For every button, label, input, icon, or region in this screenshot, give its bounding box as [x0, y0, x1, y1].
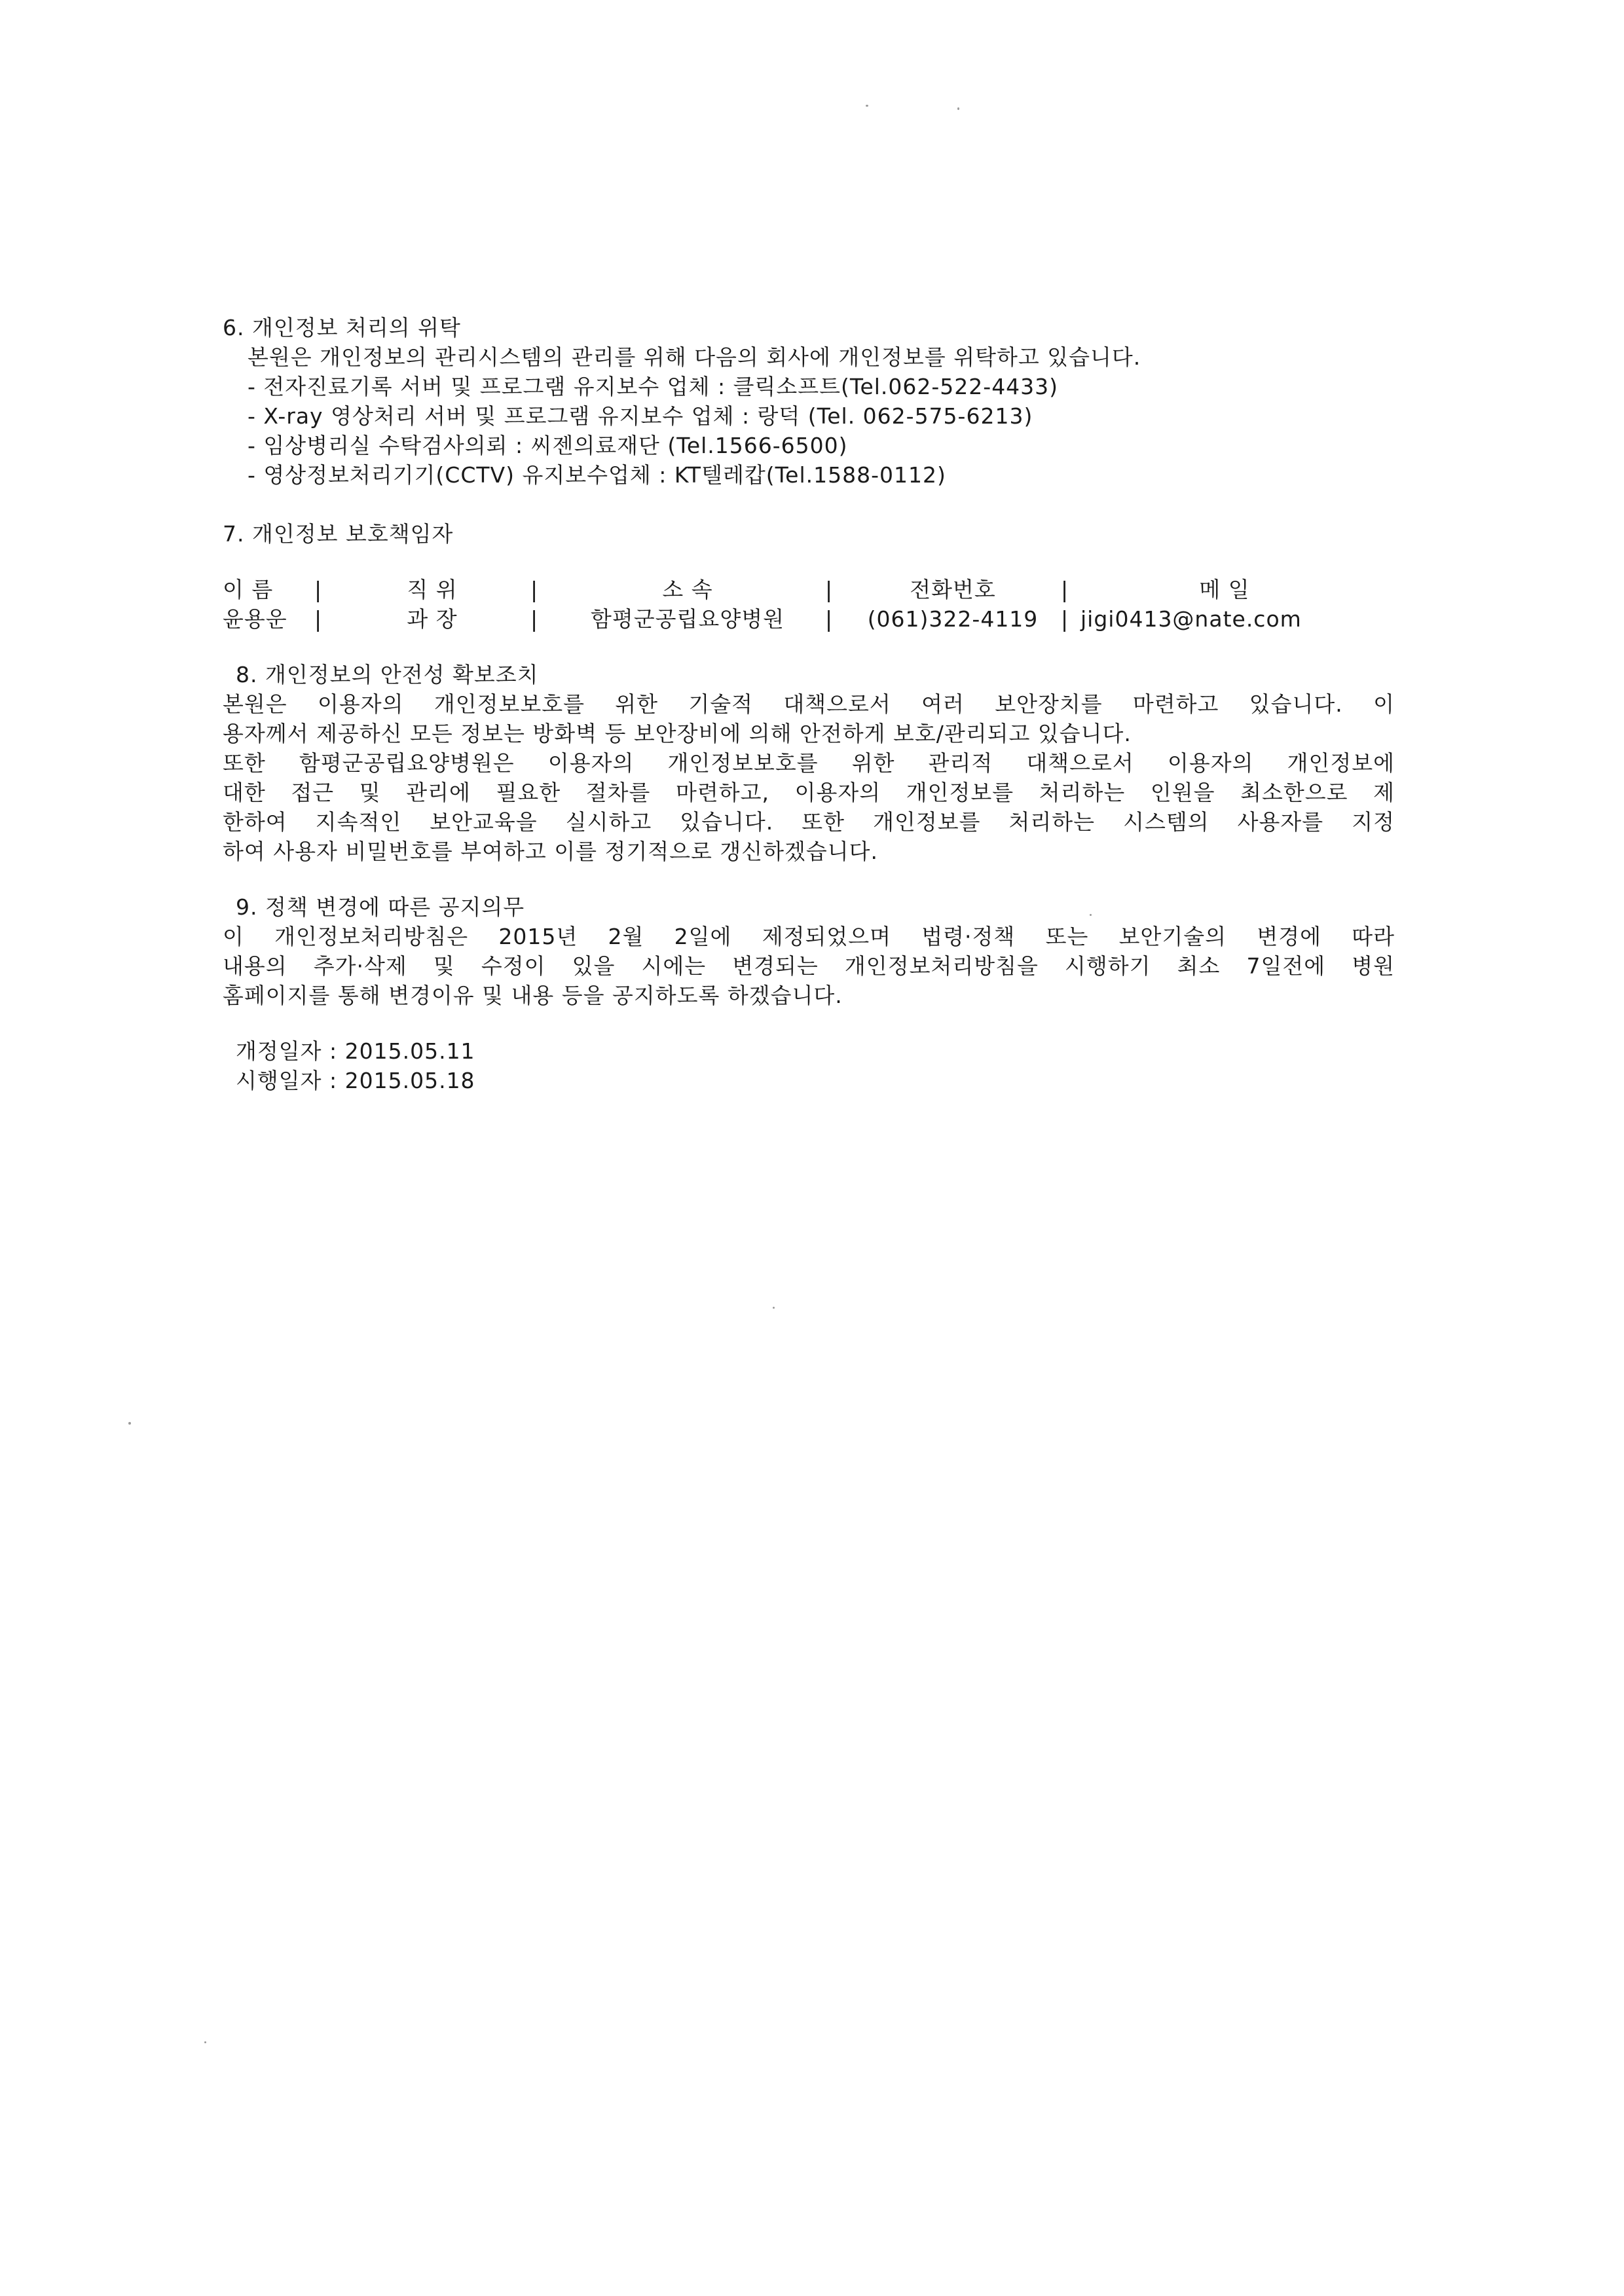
section-heading: 9. 정책 변경에 따른 공지의무: [236, 894, 525, 920]
table-header-phone: 전화번호: [910, 577, 996, 602]
table-header-email: 메 일: [1199, 577, 1250, 602]
paragraph-line: 용자께서 제공하신 모든 정보는 방화벽 등 보안장비에 의해 안전하게 보호/관리되고 있습니다.: [223, 721, 1132, 746]
table-header-affiliation: 소 속: [662, 577, 713, 602]
paragraph-line: 또한 함평군공립요양병원은 이용자의 개인정보보호를 위한 관리적 대책으로서 이용자의 개인정보에: [223, 750, 1395, 776]
table-cell-phone: (061)322-4119: [867, 606, 1039, 632]
scan-speck: [866, 105, 868, 107]
table-separator: |: [825, 606, 834, 632]
paragraph-line: 홈페이지를 통해 변경이유 및 내용 등을 공지하도록 하겠습니다.: [223, 983, 843, 1008]
spacer: [223, 490, 1395, 519]
table-header-name: 이 름: [223, 577, 274, 602]
list-item: - 영상정보처리기기(CCTV) 유지보수업체 : KT텔레캅(Tel.1588-0112): [248, 462, 946, 488]
spacer: [223, 1010, 1395, 1036]
document-dates: [223, 1036, 1395, 1095]
spacer: [223, 866, 1395, 892]
section-heading: 6. 개인정보 처리의 위탁: [223, 315, 461, 340]
table-separator: |: [530, 577, 539, 602]
section-heading: 8. 개인정보의 안전성 확보조치: [236, 662, 539, 687]
scan-speck: [773, 1307, 775, 1309]
scan-speck: [128, 1422, 131, 1425]
table-cell-email: jigi0413@nate.com: [1080, 606, 1302, 632]
section-intro: 본원은 개인정보의 관리시스템의 관리를 위해 다음의 회사에 개인정보를 위탁하고 있습니다.: [248, 344, 1141, 370]
table-separator: |: [314, 577, 323, 602]
effective-date: 시행일자 : 2015.05.18: [236, 1068, 475, 1093]
paragraph-line: 본원은 이용자의 개인정보보호를 위한 기술적 대책으로서 여러 보안장치를 마련하고 있습니다. 이: [223, 691, 1395, 717]
scan-speck: [204, 2041, 206, 2043]
section-privacy-officer: [223, 519, 1395, 634]
revision-date: 개정일자 : 2015.05.11: [236, 1038, 475, 1064]
scan-speck: [957, 107, 959, 110]
list-item: - 전자진료기록 서버 및 프로그램 유지보수 업체 : 클릭소프트(Tel.062-522-4433): [248, 374, 1059, 399]
table-separator: |: [825, 577, 834, 602]
table-cell-affiliation: 함평군공립요양병원: [591, 606, 784, 632]
list-item: - X-ray 영상처리 서버 및 프로그램 유지보수 업체 : 랑덕 (Tel. 062-575-6213): [248, 403, 1033, 429]
table-cell-position: 과 장: [407, 606, 458, 632]
section-policy-changes: [223, 892, 1395, 1010]
paragraph-line: 대한 접근 및 관리에 필요한 절차를 마련하고, 이용자의 개인정보를 처리하는 인원을 최소한으로 제: [223, 780, 1395, 805]
section-security-measures: [223, 660, 1395, 866]
paragraph-line: 이 개인정보처리방침은 2015년 2월 2일에 제정되었으며 법령·정책 또는 보안기술의 변경에 따라: [223, 924, 1395, 949]
table-separator: |: [314, 606, 323, 632]
table-separator: |: [530, 606, 539, 632]
spacer: [223, 634, 1395, 660]
table-header-position: 직 위: [407, 577, 458, 602]
paragraph-line: 내용의 추가·삭제 및 수정이 있을 시에는 변경되는 개인정보처리방침을 시행하기 최소 7일전에 병원: [223, 953, 1395, 979]
paragraph-line: 한하여 지속적인 보안교육을 실시하고 있습니다. 또한 개인정보를 처리하는 시스템의 사용자를 지정: [223, 809, 1395, 835]
table-separator: |: [1061, 606, 1069, 632]
spacer: [223, 549, 1395, 562]
table-cell-name: 윤용운: [223, 606, 287, 632]
paragraph-line: 하여 사용자 비밀번호를 부여하고 이를 정기적으로 갱신하겠습니다.: [223, 839, 879, 864]
table-separator: |: [1061, 577, 1069, 602]
officer-table: [223, 575, 1395, 634]
section-heading: 7. 개인정보 보호책임자: [223, 521, 454, 547]
list-item: - 임상병리실 수탁검사의뢰 : 씨젠의료재단 (Tel.1566-6500): [248, 433, 848, 458]
section-entrustment: [223, 313, 1395, 490]
document-content: [223, 313, 1395, 1095]
